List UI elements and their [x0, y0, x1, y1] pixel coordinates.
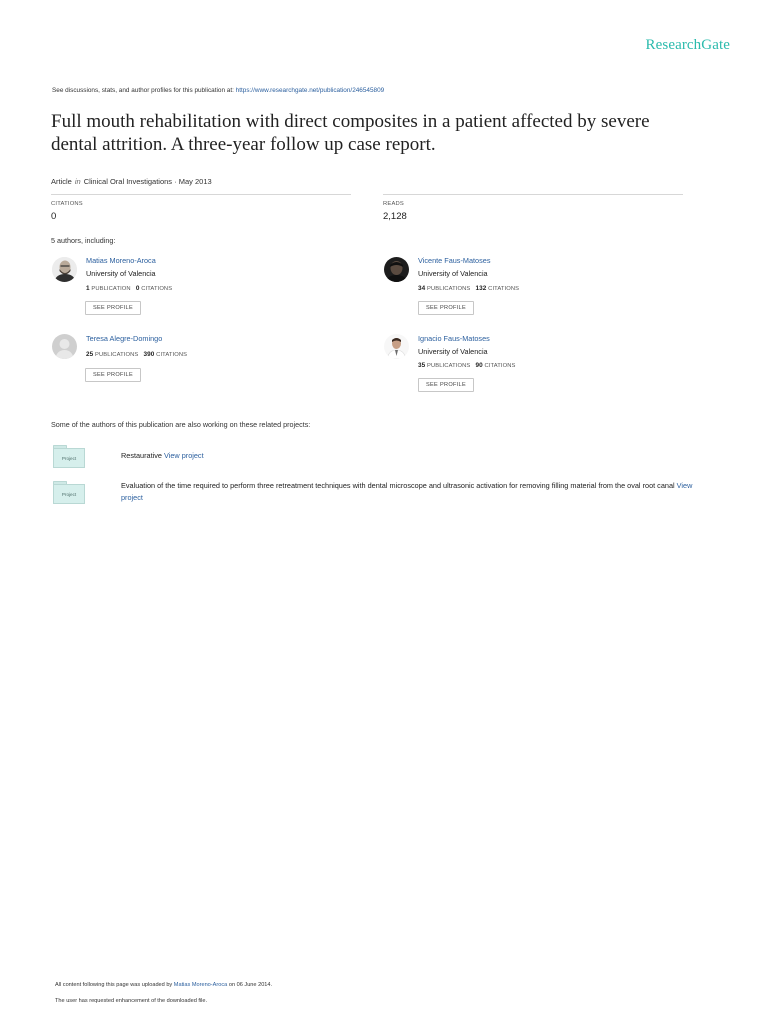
folder-body: Project [53, 484, 85, 504]
author-citations-count: 0 [135, 285, 140, 292]
article-meta [51, 177, 212, 186]
author-publications-count: 25 [86, 351, 94, 358]
upload-prefix: All content following this page was uploaded by [55, 982, 173, 988]
author-photo-icon [384, 334, 409, 359]
uploader-link[interactable]: Matias Moreno-Aroca [173, 982, 228, 988]
author-avatar-4[interactable] [384, 334, 409, 359]
project-title: Evaluation of the time required to perform three retreatment techniques with dental microscope and ultrasonic activation for removing filling material from the oval root canal [121, 481, 675, 490]
author-citations-count: 390 [143, 351, 155, 358]
publication-url-link[interactable]: https://www.researchgate.net/publication/246545809 [235, 87, 385, 94]
author-publications-count: 35 [418, 362, 426, 369]
discussion-line [52, 87, 384, 94]
author-name-4[interactable]: Ignacio Faus-Matoses [418, 334, 490, 343]
authors-heading: 5 authors, including: [51, 236, 116, 245]
citations-label: CITATIONS [488, 286, 520, 292]
author-stats-4 [418, 362, 515, 369]
author-name-2[interactable]: Vicente Faus-Matoses [418, 256, 491, 265]
default-avatar-icon [52, 334, 77, 359]
project-item-1 [121, 450, 711, 462]
author-avatar-1[interactable] [52, 257, 77, 282]
in-word: in [74, 177, 81, 186]
reads-value: 2,128 [383, 211, 407, 222]
author-citations-count: 132 [475, 285, 487, 292]
author-stats-1 [86, 285, 172, 292]
publication-title: Full mouth rehabilitation with direct composites in a patient affected by severe dental attrition. A three-year follow up case report. [51, 111, 650, 155]
author-avatar-2[interactable] [384, 257, 409, 282]
folder-body: Project [53, 448, 85, 468]
citations-value: 0 [51, 211, 57, 222]
reads-divider [383, 194, 683, 195]
citations-label: CITATIONS [141, 286, 173, 292]
citations-label: CITATIONS [51, 201, 83, 207]
project-title: Restaurative [121, 451, 162, 460]
author-citations-count: 90 [475, 362, 483, 369]
reads-label: READS [383, 201, 404, 207]
author-institution-4: University of Valencia [418, 347, 488, 356]
author-name-1[interactable]: Matias Moreno-Aroca [86, 256, 156, 265]
publications-label: PUBLICATION [91, 286, 131, 292]
citations-label: CITATIONS [156, 352, 188, 358]
publications-label: PUBLICATIONS [427, 363, 471, 369]
view-project-link[interactable]: View project [121, 481, 693, 502]
discussion-prefix: See discussions, stats, and author profiles for this publication at: [52, 87, 234, 94]
author-stats-2 [418, 285, 519, 292]
author-publications-count: 34 [418, 285, 426, 292]
author-stats-3 [86, 351, 187, 358]
upload-suffix: on 06 June 2014. [228, 982, 273, 988]
enhancement-note: The user has requested enhancement of the downloaded file. [55, 998, 208, 1004]
citations-divider [51, 194, 351, 195]
upload-note [55, 982, 272, 988]
see-profile-button-4[interactable]: SEE PROFILE [418, 378, 474, 392]
project-folder-icon[interactable] [53, 445, 85, 467]
see-profile-button-1[interactable]: SEE PROFILE [85, 301, 141, 315]
citations-label: CITATIONS [484, 363, 516, 369]
article-type: Article [51, 177, 72, 186]
related-projects-heading: Some of the authors of this publication are also working on these related projects: [51, 420, 311, 429]
project-folder-icon[interactable] [53, 481, 85, 503]
author-avatar-3[interactable] [52, 334, 77, 359]
see-profile-button-2[interactable]: SEE PROFILE [418, 301, 474, 315]
author-photo-icon [384, 257, 409, 282]
author-publications-count: 1 [86, 285, 90, 292]
author-institution-2: University of Valencia [418, 269, 488, 278]
author-institution-1: University of Valencia [86, 269, 156, 278]
journal-date: Clinical Oral Investigations · May 2013 [83, 177, 212, 186]
view-project-link[interactable]: View project [164, 451, 204, 460]
publications-label: PUBLICATIONS [95, 352, 139, 358]
author-photo-icon [52, 257, 77, 282]
publications-label: PUBLICATIONS [427, 286, 471, 292]
project-item-2 [121, 480, 713, 504]
researchgate-logo[interactable]: ResearchGate [645, 37, 730, 53]
author-name-3[interactable]: Teresa Alegre-Domingo [86, 334, 163, 343]
see-profile-button-3[interactable]: SEE PROFILE [85, 368, 141, 382]
